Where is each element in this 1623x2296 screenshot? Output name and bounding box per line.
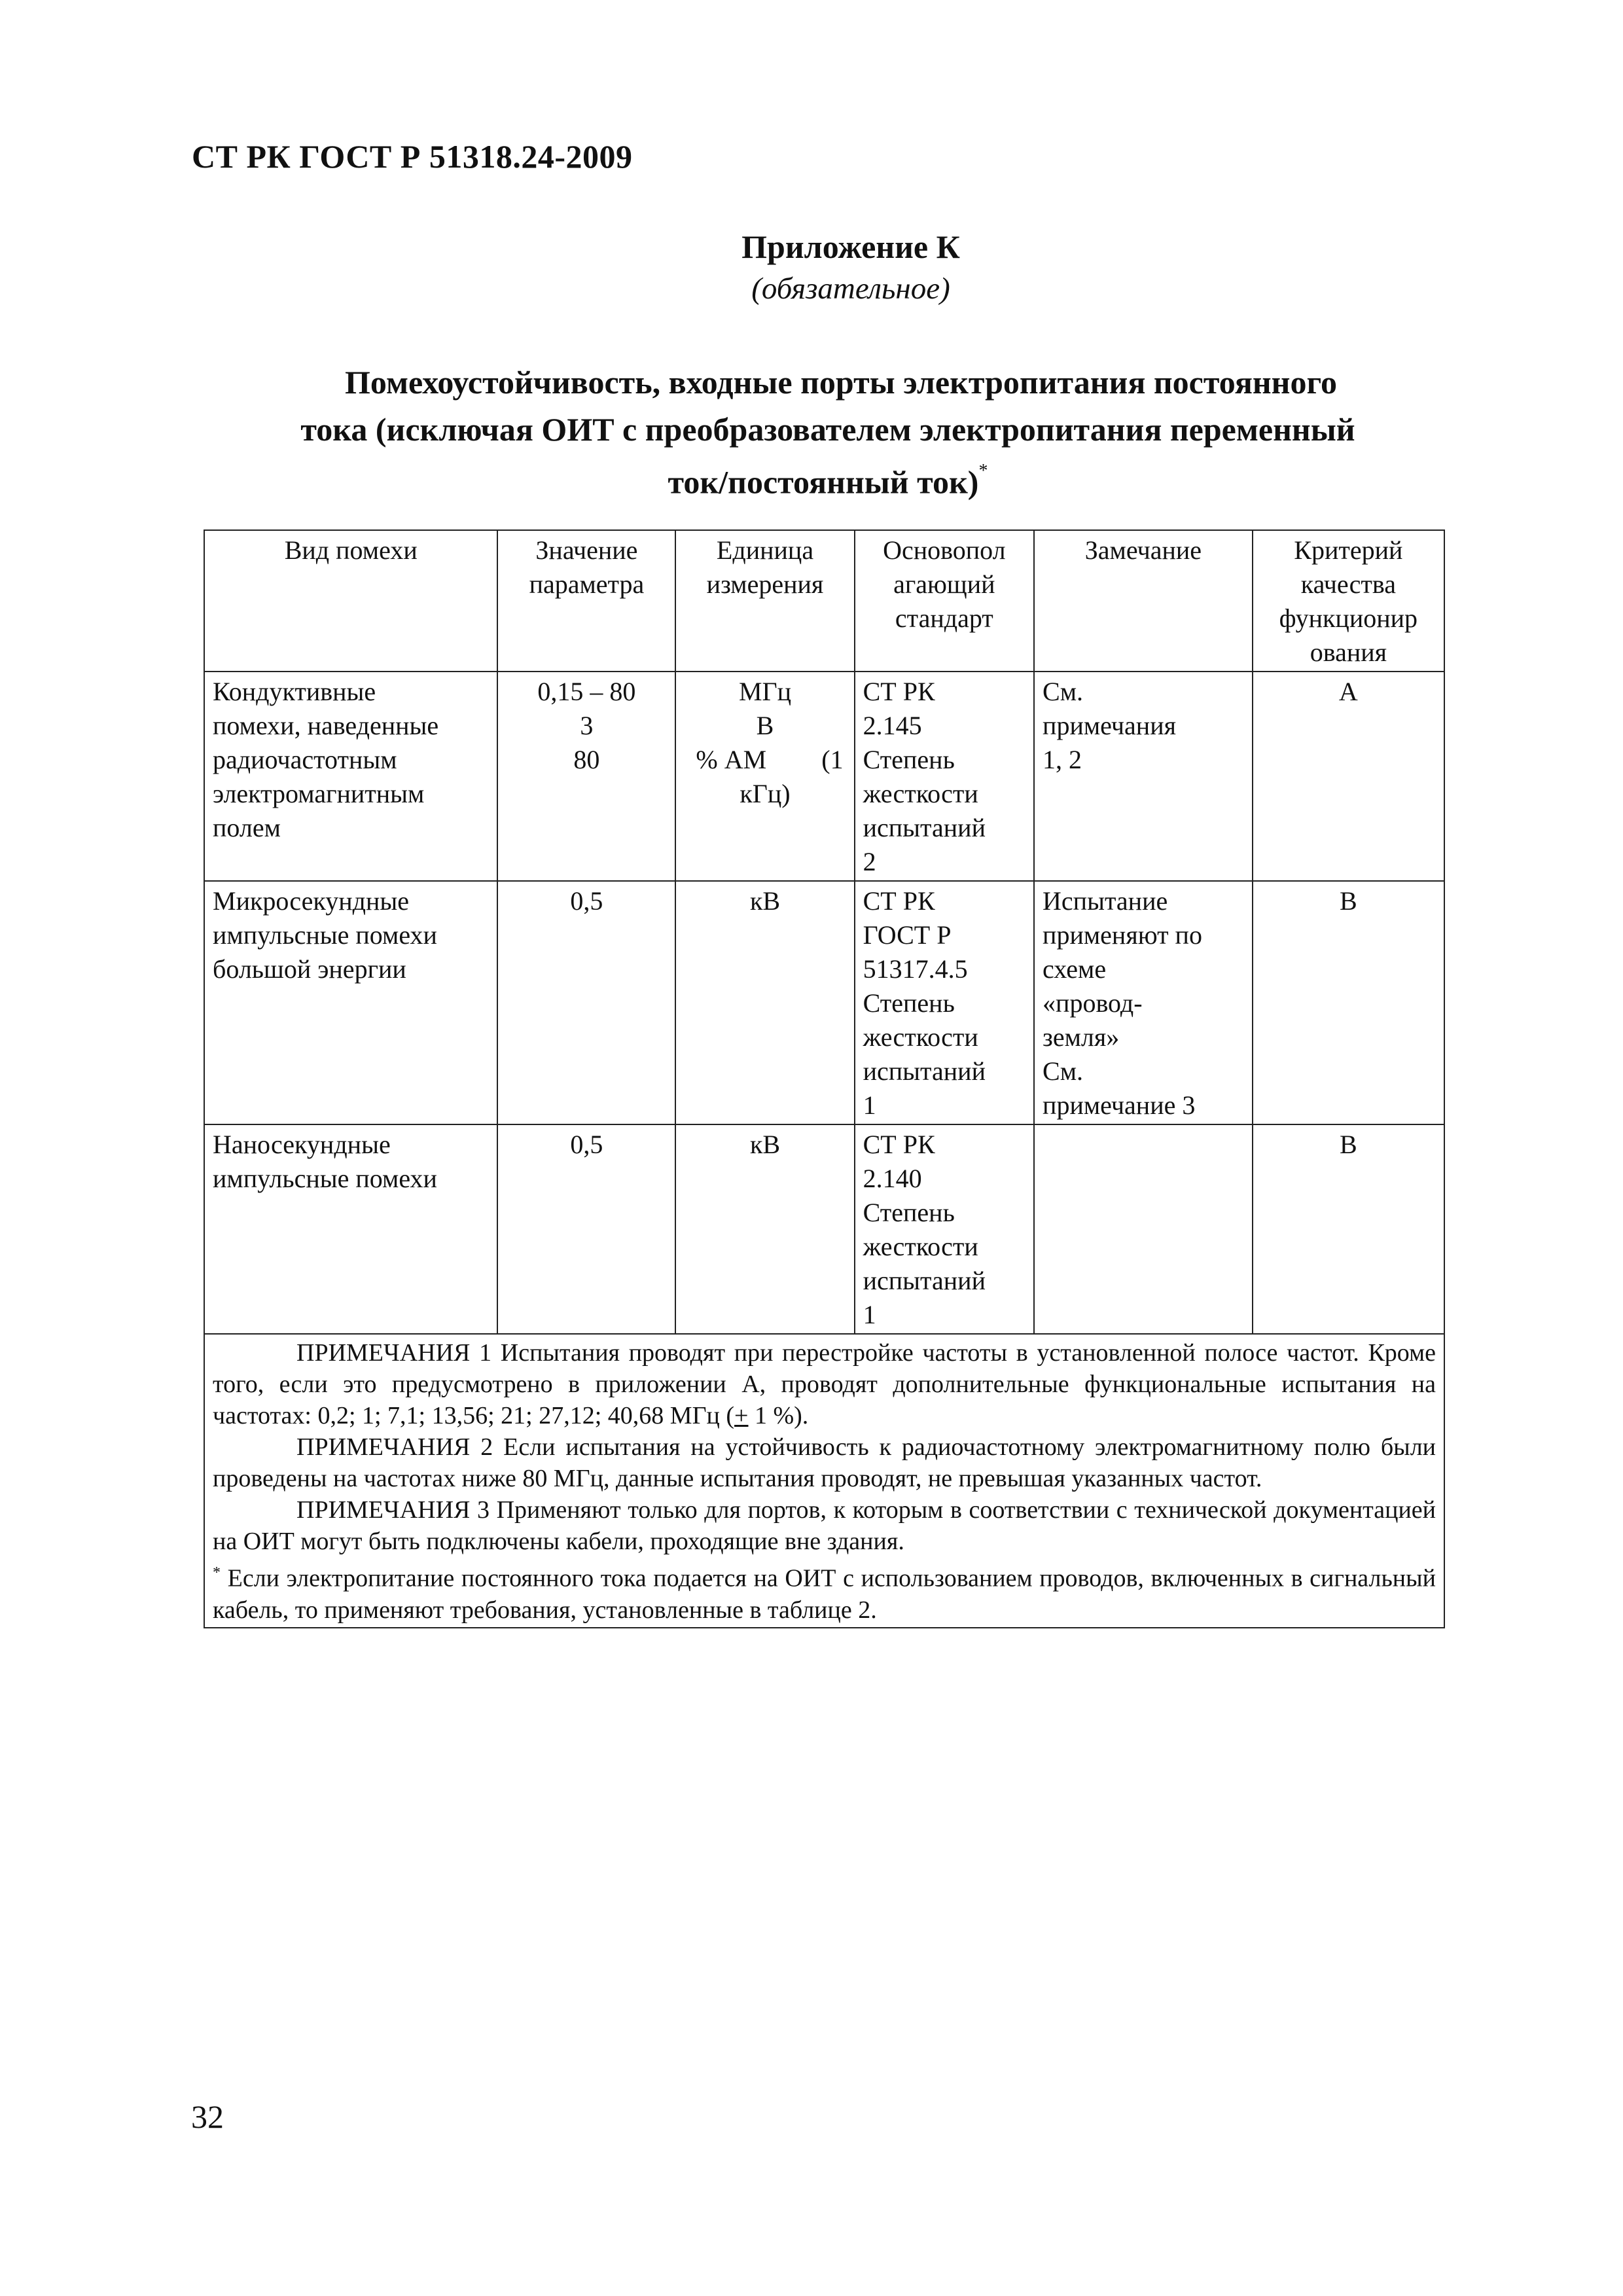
cell-criterion: А — [1253, 672, 1444, 881]
cell-criterion: В — [1253, 881, 1444, 1124]
note-3: ПРИМЕЧАНИЯ 3 Применяют только для портов, к которым в соответствии с технической документацией на ОИТ могут быть подключены кабели, проходящие вне здания. — [213, 1496, 1436, 1555]
header-parameter-value: Значение параметра — [497, 530, 675, 672]
header-disturbance-type: Вид помехи — [204, 530, 497, 672]
note-2: ПРИМЕЧАНИЯ 2 Если испытания на устойчивость к радиочастотному электромагнитному полю были проведены на частотах ниже 80 МГц, данные испытания проводят, не превышая указанных частот. — [213, 1433, 1436, 1492]
cell-parameter-value: 0,15 – 80 3 80 — [497, 672, 675, 881]
annex-heading — [196, 359, 1459, 506]
annex-heading-text: ток/постоянный ток) — [668, 463, 979, 501]
cell-disturbance-type: Микросекундные импульсные помехи большой энергии — [204, 881, 497, 1124]
cell-basic-standard: СТ РК 2.145 Степень жесткости испытаний 2 — [855, 672, 1034, 881]
table-row — [204, 672, 1444, 881]
table-notes — [204, 1334, 1444, 1628]
cell-parameter-value: 0,5 — [497, 1124, 675, 1334]
header-performance-criterion: Критерий качества функционир ования — [1253, 530, 1444, 672]
cell-remark: Испытание применяют по схеме «провод- земля» См. примечание 3 — [1034, 881, 1253, 1124]
document-code: СТ РК ГОСТ Р 51318.24-2009 — [192, 138, 633, 175]
header-basic-standard: Основопол агающий стандарт — [855, 530, 1034, 672]
annex-heading-line: тока (исключая ОИТ с преобразователем электропитания переменный — [300, 411, 1355, 448]
footnote: * Если электропитание постоянного тока подается на ОИТ с использованием проводов, включенных в сигнальный кабель, то применяют требования, установленные в таблице 2. — [213, 1564, 1436, 1624]
annex-status: (обязательное) — [751, 272, 950, 306]
immunity-table — [204, 529, 1445, 1628]
table-header-row — [204, 530, 1444, 672]
annex-heading-line: Помехоустойчивость, входные порты электропитания постоянного — [345, 364, 1337, 401]
table-row — [204, 881, 1444, 1124]
cell-unit: кВ — [675, 1124, 854, 1334]
cell-disturbance-type: Наносекундные импульсные помехи — [204, 1124, 497, 1334]
footnote-marker: * — [213, 1564, 221, 1581]
cell-basic-standard: СТ РК ГОСТ Р 51317.4.5 Степень жесткости испытаний 1 — [855, 881, 1034, 1124]
footnote-marker: * — [978, 461, 988, 481]
cell-unit: МГц В % АМ (1 кГц) — [675, 672, 854, 881]
note-1: ПРИМЕЧАНИЯ 1 Испытания проводят при перестройке частоты в установленной полосе частот. Кроме того, если это предусмотрено в приложении А, проводят дополнительные функциональные испытания на частотах: 0,2; 1; 7,1; 13,56; 21; 27,12; 40,68 МГц (+ 1 %). — [213, 1339, 1436, 1429]
cell-disturbance-type: Кондуктивные помехи, наведенные радиочастотным электромагнитным полем — [204, 672, 497, 881]
cell-basic-standard: СТ РК 2.140 Степень жесткости испытаний 1 — [855, 1124, 1034, 1334]
page-number: 32 — [191, 2098, 224, 2135]
cell-parameter-value: 0,5 — [497, 881, 675, 1124]
table-row — [204, 1124, 1444, 1334]
annex-title: Приложение К — [741, 228, 960, 265]
annex-heading-line-last — [196, 453, 1459, 506]
header-unit: Единица измерения — [675, 530, 854, 672]
cell-remark: См. примечания 1, 2 — [1034, 672, 1253, 881]
table-notes-row — [204, 1334, 1444, 1628]
cell-remark-empty — [1034, 1124, 1253, 1334]
cell-criterion: В — [1253, 1124, 1444, 1334]
cell-unit: кВ — [675, 881, 854, 1124]
header-remark: Замечание — [1034, 530, 1253, 672]
